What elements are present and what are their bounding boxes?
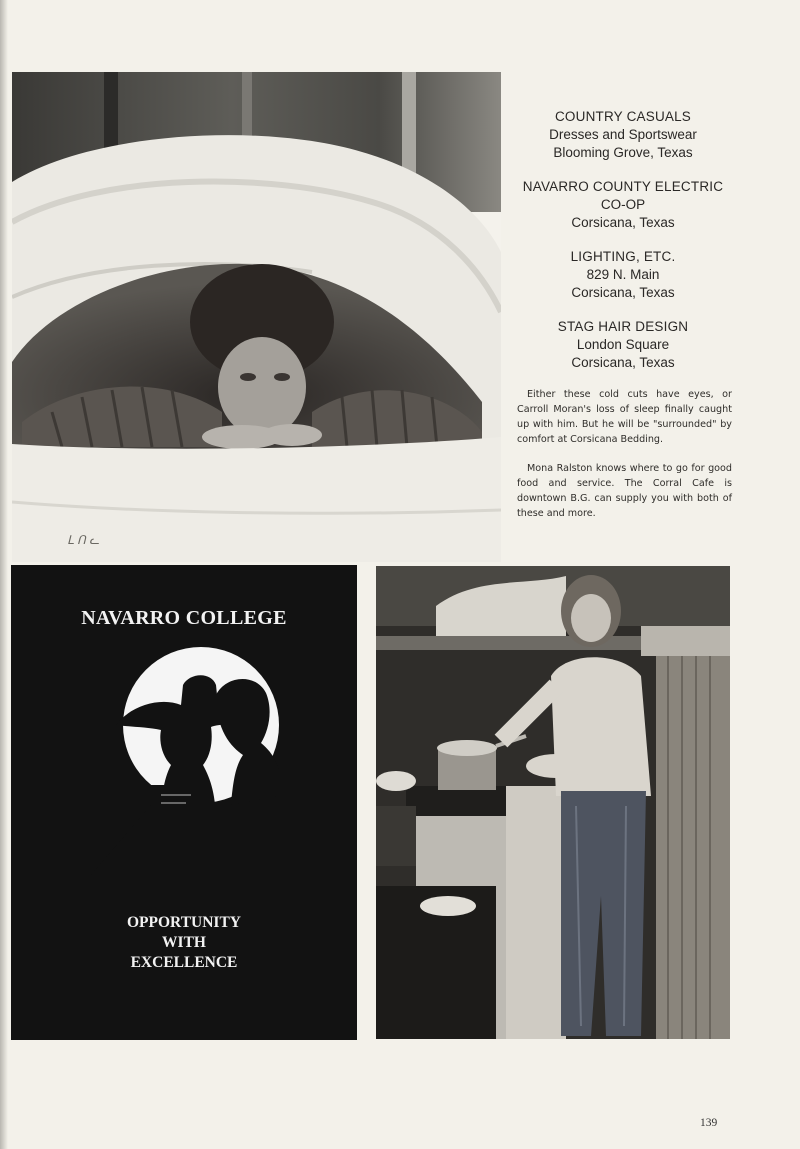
ad-line: Blooming Grove, Texas <box>553 145 693 160</box>
ad-line: 829 N. Main <box>586 267 660 282</box>
ad-name: COUNTRY CASUALS <box>554 109 692 124</box>
ad-listing <box>512 108 734 388</box>
slogan-line: EXCELLENCE <box>130 954 238 971</box>
ad-name: NAVARRO COUNTY ELECTRIC <box>522 179 724 194</box>
college-title: NAVARRO COLLEGE <box>81 607 287 629</box>
photo-mattress <box>12 72 501 562</box>
college-slogan <box>11 913 357 973</box>
ad-country-casuals <box>512 108 734 162</box>
ad-name: LIGHTING, ETC. <box>570 249 676 264</box>
page-number: 139 <box>700 1117 718 1129</box>
ad-line: CO-OP <box>600 197 646 212</box>
caption-cafe: Mona Ralston knows where to go for good food and service. The Corral Cafe is downtown B.G. can supply you with both of these and more. <box>517 463 732 519</box>
caption-bedding: Either these cold cuts have eyes, or Carroll Moran's loss of sleep finally caught up with him. But he will be "surrounded" by comfort at Corsicana Bedding. <box>517 389 732 445</box>
ad-lighting-etc <box>512 248 734 302</box>
ad-line: Dresses and Sportswear <box>549 127 697 142</box>
photo-captions <box>517 387 732 535</box>
ad-stag-hair <box>512 318 734 372</box>
ad-line: London Square <box>576 337 670 352</box>
ad-name: STAG HAIR DESIGN <box>557 319 689 334</box>
ad-line: Corsicana, Texas <box>571 215 675 230</box>
svg-text:ᒪ ᑎ ᓚ: ᒪ ᑎ ᓚ <box>67 533 100 547</box>
page-binding-shadow <box>0 0 8 1149</box>
ad-line: Corsicana, Texas <box>571 355 675 370</box>
photo-kitchen <box>376 566 730 1039</box>
slogan-line: OPPORTUNITY <box>127 914 241 931</box>
slogan-line: WITH <box>162 934 206 951</box>
ad-line: Corsicana, Texas <box>571 285 675 300</box>
navarro-college-ad <box>11 565 357 1040</box>
photo-kitchen-image <box>376 566 730 1039</box>
photo-mattress-image <box>12 72 501 562</box>
ad-navarro-electric <box>512 178 734 232</box>
